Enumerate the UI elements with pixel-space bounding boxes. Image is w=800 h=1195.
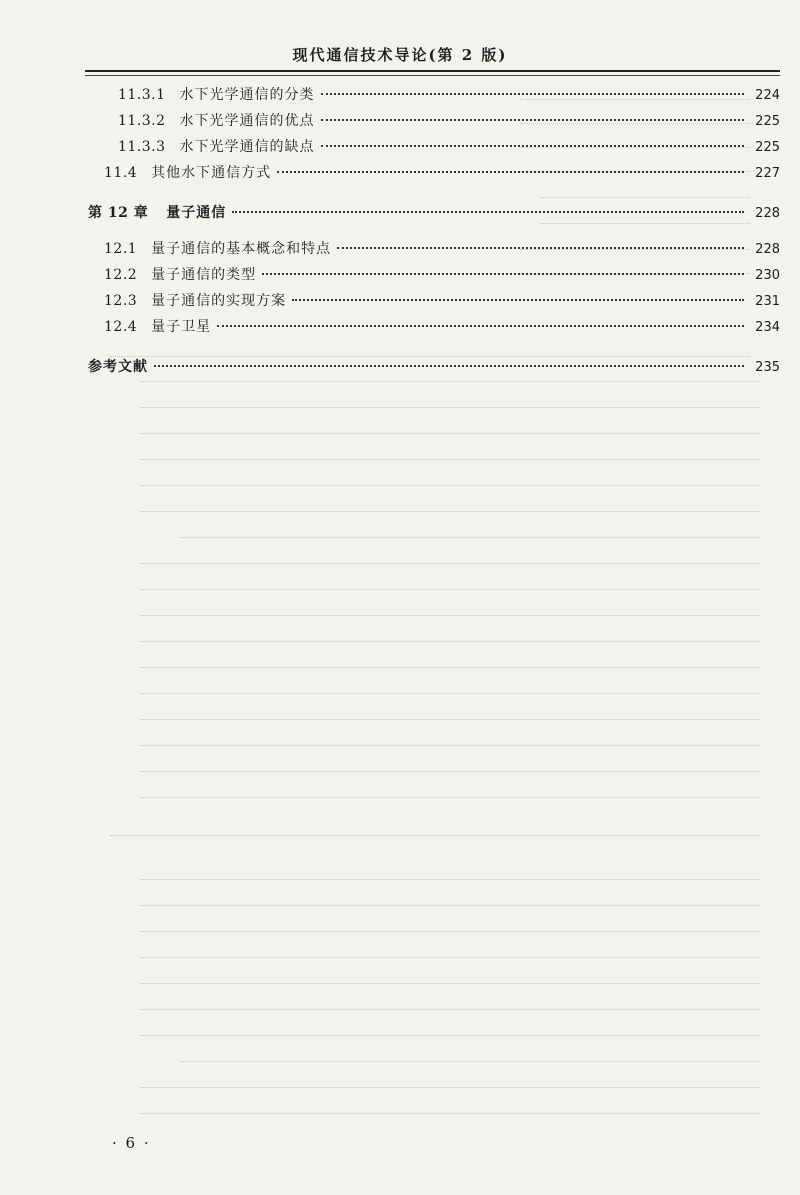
toc-entry-title: 其他水下通信方式 — [151, 165, 272, 181]
toc-entry-page: 227 — [755, 166, 780, 181]
toc-entry-number: 11.3.3 — [118, 139, 166, 155]
toc-chapter-title: 量子通信 — [166, 205, 227, 221]
toc-entry-title: 量子通信的类型 — [151, 267, 257, 283]
toc-entry-page: 235 — [755, 360, 780, 375]
toc-leader-dots — [277, 170, 744, 173]
toc-leader-dots — [217, 324, 744, 327]
header-rule — [85, 70, 780, 72]
running-header: 现代通信技术导论(第 2 版) — [292, 46, 508, 64]
toc-entry[interactable] — [118, 110, 780, 132]
toc-entry[interactable] — [104, 290, 780, 312]
toc-entry-number: 12.2 — [104, 267, 138, 283]
toc-leader-dots — [232, 210, 744, 213]
toc-leader-dots — [321, 144, 744, 147]
toc-leader-dots — [154, 364, 744, 367]
toc-chapter-entry[interactable] — [88, 202, 780, 224]
toc-entry-number: 11.4 — [104, 165, 138, 181]
toc-entry-title: 水下光学通信的缺点 — [179, 139, 315, 155]
toc-entry-title: 量子通信的基本概念和特点 — [151, 241, 332, 257]
toc-entry[interactable] — [104, 264, 780, 286]
header-rule-thin — [85, 75, 780, 76]
toc-entry-page: 231 — [755, 294, 780, 309]
toc-entry[interactable] — [104, 162, 780, 184]
toc-entry-title: 量子卫星 — [151, 319, 212, 335]
toc-entry-page: 224 — [755, 88, 780, 103]
toc-references-title: 参考文献 — [88, 359, 148, 375]
toc-entry-page: 225 — [755, 140, 780, 155]
toc-entry-title: 水下光学通信的优点 — [179, 113, 315, 129]
toc-entry-number: 12.1 — [104, 241, 138, 257]
toc-references-entry[interactable] — [88, 356, 780, 378]
toc-leader-dots — [292, 298, 744, 301]
toc-entry-page: 234 — [755, 320, 780, 335]
toc-chapter-number: 第 12 章 — [88, 205, 149, 221]
toc-leader-dots — [321, 92, 744, 95]
toc-entry-page: 228 — [755, 206, 780, 221]
toc-entry-number: 11.3.2 — [118, 113, 166, 129]
toc-entry[interactable] — [104, 238, 780, 260]
toc-entry-page: 225 — [755, 114, 780, 129]
toc-entry-page: 228 — [755, 242, 780, 257]
toc-entry[interactable] — [118, 136, 780, 158]
toc-entry[interactable] — [118, 84, 780, 106]
toc-leader-dots — [262, 272, 744, 275]
toc-entry-number: 11.3.1 — [118, 87, 166, 103]
toc-entry-title: 量子通信的实现方案 — [151, 293, 287, 309]
toc-entry-number: 12.3 — [104, 293, 138, 309]
toc-entry-number: 12.4 — [104, 319, 138, 335]
page-number: · 6 · — [112, 1134, 151, 1152]
toc-entry-title: 水下光学通信的分类 — [179, 87, 315, 103]
toc-entry[interactable] — [104, 316, 780, 338]
toc-leader-dots — [337, 246, 744, 249]
toc-entry-page: 230 — [755, 268, 780, 283]
toc-leader-dots — [321, 118, 744, 121]
